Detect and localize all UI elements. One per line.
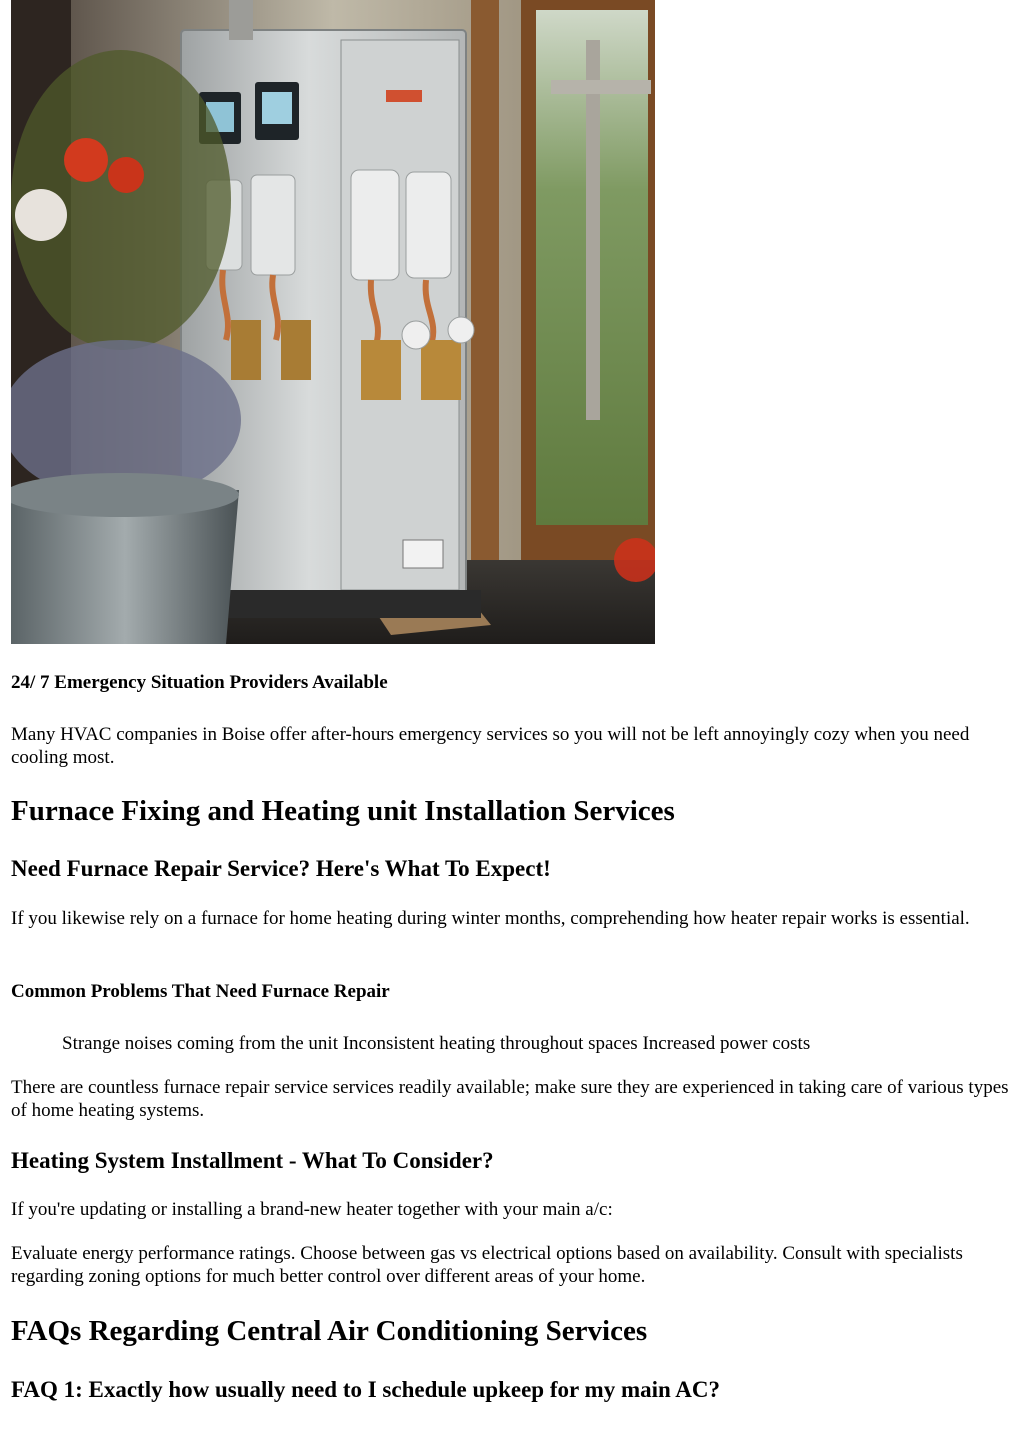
article bbox=[11, 0, 1013, 1402]
hvac-unit-photo bbox=[11, 0, 655, 644]
furnace-section-heading: Furnace Fixing and Heating unit Installation Services bbox=[11, 795, 675, 827]
repair-heading: Need Furnace Repair Service? Here's What To Expect! bbox=[11, 856, 551, 881]
problems-heading: Common Problems That Need Furnace Repair bbox=[11, 981, 390, 1002]
faq-1-heading: FAQ 1: Exactly how usually need to I schedule upkeep for my main AC? bbox=[11, 1377, 721, 1402]
installation-heading: Heating System Installment - What To Consider? bbox=[11, 1148, 494, 1173]
installation-tips: Evaluate energy performance ratings. Choose between gas vs electrical options based on availability. Consult with specialists regarding zoning options for much better control over different areas of your home. bbox=[11, 1243, 963, 1287]
emergency-paragraph: Many HVAC companies in Boise offer after-hours emergency services so you will not be left annoyingly cozy when you need cooling most. bbox=[11, 724, 970, 768]
problems-list bbox=[11, 1032, 1013, 1055]
emergency-heading: 24/ 7 Emergency Situation Providers Available bbox=[11, 672, 388, 693]
problems-list-item: Strange noises coming from the unit Inconsistent heating throughout spaces Increased power costs bbox=[62, 1033, 811, 1054]
faqs-heading: FAQs Regarding Central Air Conditioning Services bbox=[11, 1315, 648, 1347]
installation-intro: If you're updating or installing a brand-new heater together with your main a/c: bbox=[11, 1199, 613, 1220]
services-paragraph: There are countless furnace repair service services readily available; make sure they are experienced in taking care of various types of home heating systems. bbox=[11, 1077, 1009, 1121]
repair-paragraph: If you likewise rely on a furnace for home heating during winter months, comprehending how heater repair works is essential. bbox=[11, 908, 970, 929]
hvac-unit-illustration bbox=[11, 0, 655, 644]
